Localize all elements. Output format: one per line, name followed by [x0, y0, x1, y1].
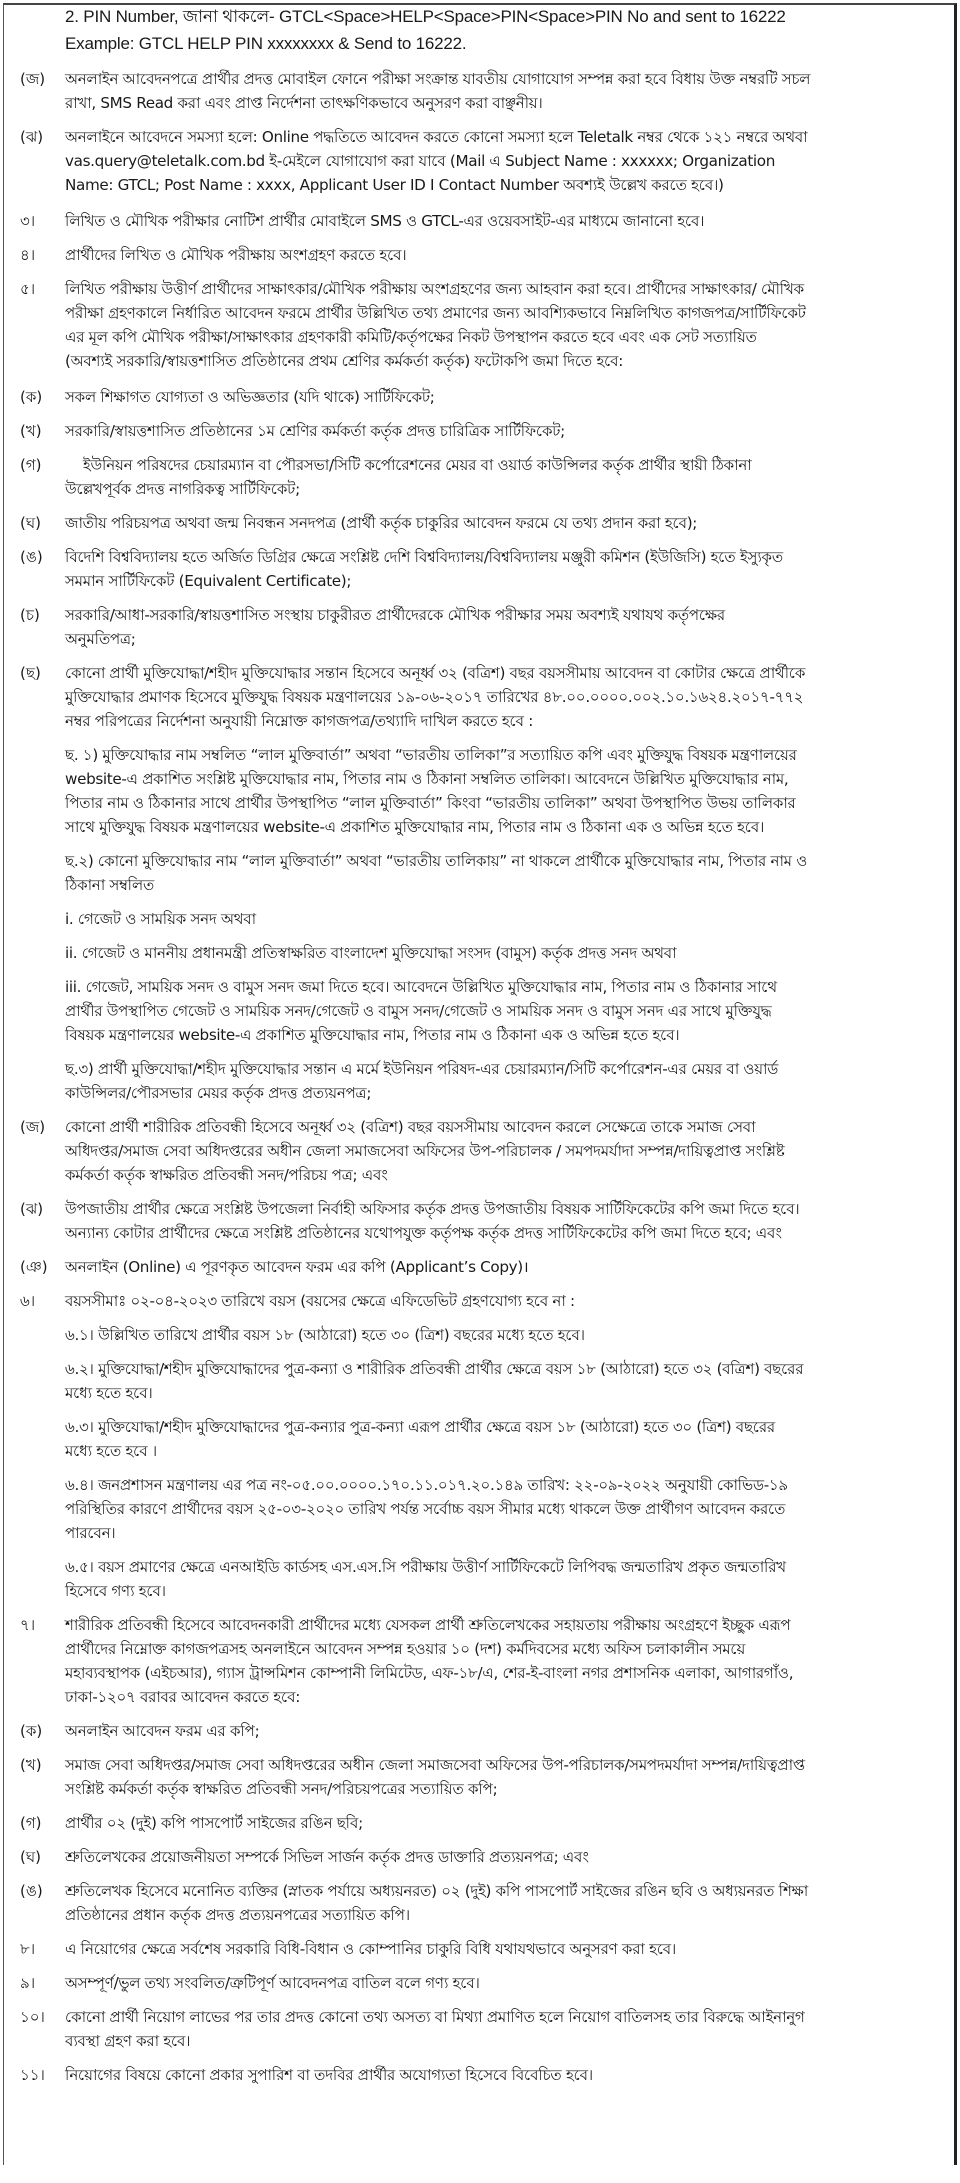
item-label: (ক)	[20, 388, 43, 406]
item-label: (ক)	[20, 1722, 43, 1740]
age-item-text: পারবেন।	[65, 1524, 116, 1542]
sub-item-text: সাথে মুক্তিযুদ্ধ বিষয়ক মন্ত্রণালয়ের website-এ প্রকাশিত মুক্তিযোদ্ধার নাম, পিতার নাম ও ঠিকানা এক ও অভিন্ন হতে হবে।	[65, 818, 765, 836]
item-text: বিদেশি বিশ্ববিদ্যালয় হতে অর্জিত ডিগ্রির ক্ষেত্রে সংশ্লিষ্ট দেশি বিশ্ববিদ্যালয়/বিশ্ববিদ্যালয় মঞ্জুরী কমিশন (ইউজিসি) হতে ইস্যুকৃত	[65, 548, 783, 566]
sub-item-text: ছ.২) কোনো মুক্তিযোদ্ধার নাম “লাল মুক্তিবার্তা” অথবা “ভারতীয় তালিকায়” না থাকলে প্রার্থীকে মুক্তিযোদ্ধার নাম, পিতার নাম ও	[65, 852, 808, 870]
item-text: সকল শিক্ষাগত যোগ্যতা ও অভিজ্ঞতার (যদি থাকে) সার্টিফিকেট;	[65, 388, 435, 406]
age-item-text: মধ্যে হতে হবে।	[65, 1384, 153, 1402]
item-text: শারীরিক প্রতিবন্ধী হিসেবে আবেদনকারী প্রার্থীদের মধ্যে যেসকল প্রার্থী শ্রুতিলেখকের সহায়তায় পরীক্ষায় অংগ্রহণে ইচ্ছুক এরূপ	[65, 1616, 791, 1634]
item-text: অনলাইন (Online) এ পূরণকৃত আবেদন ফরম এর কপি (Applicant’s Copy)।	[65, 1258, 529, 1276]
item-text: পরীক্ষা গ্রহণকালে নির্ধারিত আবেদন ফরমে প্রার্থীর উল্লিখিত তথ্য প্রমাণের জন্য আবশ্যিকভাবে নিম্নলিখিত কাগজপত্র/সার্টিফিকেট	[65, 304, 806, 322]
item-label: ১০।	[20, 2008, 45, 2026]
item-text: ব্যবস্থা গ্রহণ করা হবে।	[65, 2032, 191, 2050]
item-text: কর্মকর্তা কর্তৃক স্বাক্ষরিত প্রতিবন্ধী সনদ/পরিচয় পত্র; এবং	[65, 1166, 388, 1184]
item-label: ৩।	[20, 212, 36, 230]
item-text: ঢাকা-১২০৭ বরাবর আবেদন করতে হবে:	[65, 1688, 301, 1706]
item-text: নিয়োগের বিষয়ে কোনো প্রকার সুপারিশ বা তদবির প্রার্থীর অযোগ্যতা হিসেবে বিবেচিত হবে।	[65, 2066, 593, 2084]
sub-item-text: website-এ প্রকাশিত সংশ্লিষ্ট মুক্তিযোদ্ধার নাম, পিতার নাম ও ঠিকানা সম্বলিত তালিকা। আবেদনে উল্লিখিত মুক্তিযোদ্ধার নাম,	[65, 770, 789, 788]
sub-item-text: i. গেজেট ও সাময়িক সনদ অথবা	[65, 910, 256, 928]
item-text: মুক্তিযোদ্ধার প্রমাণক হিসেবে মুক্তিযুদ্ধ বিষয়ক মন্ত্রণালয়ের ১৯-০৬-২০১৭ তারিখের ৪৮.০০.০০০০.০০২.১০.১৬২৪.২০১৭-৭৭২	[65, 688, 804, 706]
item-text: অধিদপ্তর/সমাজ সেবা অধিদপ্তরের অধীন জেলা সমাজসেবা অফিসের উপ-পরিচালক / সমপদমর্যাদা সম্পন্ন/দায়িত্বপ্রাপ্ত সংশ্লিষ্ট	[65, 1142, 785, 1160]
item-text: লিখিত পরীক্ষায় উত্তীর্ণ প্রার্থীদের সাক্ষাৎকার/মৌখিক পরীক্ষায় অংশগ্রহণের জন্য আহবান করা হবে। প্রার্থীদের সাক্ষাৎকার/ মৌখিক	[65, 280, 804, 298]
item-text: মহাব্যবস্থাপক (এইচআর), গ্যাস ট্রান্সমিশন কোম্পানী লিমিটেড, এফ-১৮/এ, শের-ই-বাংলা নগর প্রশাসনিক এলাকা, আগারগাঁও,	[65, 1664, 794, 1682]
item-label: ৯।	[20, 1974, 36, 1992]
item-label: (খ)	[20, 422, 42, 440]
item-label: (ঘ)	[20, 514, 41, 532]
item-text: প্রতিষ্ঠানের প্রধান কর্তৃক প্রদত্ত প্রত্যয়নপত্রের সত্যায়িত কপি।	[65, 1906, 410, 1924]
item-text: কোনো প্রার্থী নিয়োগ লাভের পর তার প্রদত্ত কোনো তথ্য অসত্য বা মিথ্যা প্রমাণিত হলে নিয়োগ বাতিলসহ তার বিরুদ্ধে আইনানুগ	[65, 2008, 805, 2026]
sub-item-text: কাউন্সিলর/পৌরসভার মেয়র কর্তৃক প্রদত্ত প্রত্যয়নপত্র;	[65, 1084, 372, 1102]
item-label: (ঙ)	[20, 1882, 43, 1900]
item-text: vas.query@teletalk.com.bd ই-মেইলে যোগাযোগ করা যাবে (Mail এ Subject Name : xxxxxx; Organization	[65, 152, 776, 170]
item-text: কোনো প্রার্থী মুক্তিযোদ্ধা/শহীদ মুক্তিযোদ্ধার সন্তান হিসেবে অনূর্ধ্ব ৩২ (বত্রিশ) বছর বয়সসীমায় আবেদন বা কোটার ক্ষেত্রে প্রার্থীকে	[65, 664, 806, 682]
item-text: লিখিত ও মৌখিক পরীক্ষার নোটিশ প্রার্থীর মোবাইলে SMS ও GTCL-এর ওয়েবসাইট-এর মাধ্যমে জানানো হবে।	[65, 212, 705, 230]
item-text: অনুমতিপত্র;	[65, 630, 136, 648]
item-text: উপজাতীয় প্রার্থীর ক্ষেত্রে সংশ্লিষ্ট উপজেলা নির্বাহী অফিসার কর্তৃক প্রদত্ত উপজাতীয় বিষয়ক সার্টিফিকেটের কপি জমা দিতে হবে।	[65, 1200, 800, 1218]
item-text: প্রার্থীদের লিখিত ও মৌখিক পরীক্ষায় অংশগ্রহণ করতে হবে।	[65, 246, 407, 264]
item-label: (জ)	[20, 1118, 46, 1136]
item-text: সমমান সার্টিফিকেট (Equivalent Certificate);	[65, 572, 352, 590]
item-text: নম্বর পরিপত্রের নির্দেশনা অনুযায়ী নিম্নোক্ত কাগজপত্র/তথ্যাদি দাখিল করতে হবে :	[65, 712, 533, 730]
age-item-text: মধ্যে হতে হবে ।	[65, 1442, 157, 1460]
age-item-text: ৬.৫। বয়স প্রমাণের ক্ষেত্রে এনআইডি কার্ডসহ এস.এস.সি পরীক্ষায় উত্তীর্ণ সার্টিফিকেটে লিপিবদ্ধ জন্মতারিখ প্রকৃত জন্মতারিখ	[65, 1558, 786, 1576]
item-text: উল্লেখপূর্বক প্রদত্ত নাগরিকত্ব সার্টিফিকেট;	[65, 480, 300, 498]
item-text: সংশ্লিষ্ট কর্মকর্তা কর্তৃক স্বাক্ষরিত প্রতিবন্ধী সনদ/পরিচয়পত্রের সত্যায়িত কপি;	[65, 1780, 498, 1798]
sub-item-text: ঠিকানা সম্বলিত	[65, 876, 155, 894]
item-text: কোনো প্রার্থী শারীরিক প্রতিবন্ধী হিসেবে অনূর্ধ্ব ৩২ (বত্রিশ) বছর বয়সসীমায় আবেদন করলে সেক্ষেত্রে তাকে সমাজ সেবা	[65, 1118, 756, 1136]
sub-item-text: ii. গেজেট ও মাননীয় প্রধানমন্ত্রী প্রতিস্বাক্ষরিত বাংলাদেশ মুক্তিযোদ্ধা সংসদ (বামুস) কর্তৃক প্রদত্ত সনদ অথবা	[65, 944, 677, 962]
item-text: সরকারি/স্বায়ত্তশাসিত প্রতিষ্ঠানের ১ম শ্রেণির কর্মকর্তা কর্তৃক প্রদত্ত চারিত্রিক সার্টিফিকেট;	[65, 422, 565, 440]
item-text: এর মূল কপি মৌখিক পরীক্ষা/সাক্ষাৎকার গ্রহণকারী কমিটি/কর্তৃপক্ষের নিকট উপস্থাপন করতে হবে এবং এক সেট সত্যায়িত	[65, 328, 757, 346]
age-item-text: পরিস্থিতির কারণে প্রার্থীদের বয়স ২৫-০৩-২০২০ তারিখ পর্যন্ত সর্বোচ্চ বয়স সীমার মধ্যে থাকলে উক্ত প্রার্থীগণ আবেদন করতে	[65, 1500, 786, 1518]
item-label: (খ)	[20, 1756, 42, 1774]
item-text: শ্রুতিলেখকের প্রয়োজনীয়তা সম্পর্কে সিভিল সার্জন কর্তৃক প্রদত্ত ডাক্তারি প্রত্যয়নপত্র; এবং	[65, 1848, 589, 1866]
item-text: সমাজ সেবা অধিদপ্তর/সমাজ সেবা অধিদপ্তরের অধীন জেলা সমাজসেবা অফিসের উপ-পরিচালক/সমপদমর্যাদা সম্পন্ন/দায়িত্বপ্রাপ্ত	[65, 1756, 805, 1774]
item-label: ৫।	[20, 280, 36, 298]
item-label: (ঙ)	[20, 548, 43, 566]
item-label: (চ)	[20, 606, 40, 624]
item-label: (ঝ)	[20, 1200, 44, 1218]
item-text: অন্যান্য কোটার প্রার্থীদের ক্ষেত্রে সংশ্লিষ্ট প্রতিষ্ঠানের যথোপযুক্ত কর্তৃপক্ষ কর্তৃক প্রদত্ত সার্টিফিকেটের কপি জমা দিতে হবে; এবং	[65, 1224, 782, 1242]
sub-item-text: প্রার্থীর উপস্থাপিত গেজেট ও সাময়িক সনদ/গেজেট ও বামুস সনদ/গেজেট ও সাময়িক সনদ ও বামুস সনদ এর সাথে মুক্তিযুদ্ধ	[65, 1002, 772, 1020]
item-text: অনলাইনে আবেদনে সমস্যা হলে: Online পদ্ধতিতে আবেদন করতে কোনো সমস্যা হলে Teletalk নম্বর থেকে ১২১ নম্বরে অথবা	[65, 128, 808, 146]
item-text: শ্রুতিলেখক হিসেবে মনোনিত ব্যক্তির (স্নাতক পর্যায়ে অধ্যয়নরত) ০২ (দুই) কপি পাসপোর্ট সাইজের রঙিন ছবি ও অধ্যয়নরত শিক্ষা	[65, 1882, 808, 1900]
sub-item-text: বিষয়ক মন্ত্রণালয়ের website-এ প্রকাশিত মুক্তিযোদ্ধার নাম, পিতার নাম ও ঠিকানা এক ও অভিন্ন হতে হবে।	[65, 1026, 680, 1044]
age-item-text: হিসেবে গণ্য হবে।	[65, 1582, 166, 1600]
item-label: ৮।	[20, 1940, 36, 1958]
item-text: এ নিয়োগের ক্ষেত্রে সর্বশেষ সরকারি বিধি-বিধান ও কোম্পানির চাকুরি বিধি যথাযথভাবে অনুসরণ করা হবে।	[65, 1940, 676, 1958]
item-label: (ঘ)	[20, 1848, 41, 1866]
age-item-text: ৬.১। উল্লিখিত তারিখে প্রার্থীর বয়স ১৮ (আঠারো) হতে ৩০ (ত্রিশ) বছরের মধ্যে হতে হবে।	[65, 1326, 585, 1344]
item-label: ৬।	[20, 1292, 36, 1310]
item-text: অনলাইন আবেদনপত্রে প্রার্থীর প্রদত্ত মোবাইল ফোনে পরীক্ষা সংক্রান্ত যাবতীয় যোগাযোগ সম্পন্ন করা হবে বিধায় উক্ত নম্বরটি সচল	[65, 70, 811, 88]
item-text: জাতীয় পরিচয়পত্র অথবা জন্ম নিবন্ধন সনদপত্র (প্রার্থী কর্তৃক চাকুরির আবেদন ফরমে যে তথ্য প্রদান করা হবে);	[65, 514, 698, 532]
item-text: ইউনিয়ন পরিষদের চেয়ারম্যান বা পৌরসভা/সিটি কর্পোরেশনের মেয়র বা ওয়ার্ড কাউন্সিলর কর্তৃক প্রার্থীর স্থায়ী ঠিকানা	[65, 456, 752, 474]
item-text: (অবশ্যই সরকারি/স্বায়ত্তশাসিত প্রতিষ্ঠানের প্রথম শ্রেণির কর্মকর্তা কর্তৃক) ফটোকপি জমা দিতে হবে:	[65, 352, 624, 370]
item-label: (ছ)	[20, 664, 41, 682]
age-item-text: ৬.৩। মুক্তিযোদ্ধা/শহীদ মুক্তিযোদ্ধাদের পুত্র-কন্যার পুত্র-কন্যা এরূপ প্রার্থীর ক্ষেত্রে বয়স ১৮ (আঠারো) হতে ৩০ (ত্রিশ) বছরের	[65, 1418, 775, 1436]
sub-item-text: ছ.৩) প্রার্থী মুক্তিযোদ্ধা/শহীদ মুক্তিযোদ্ধার সন্তান এ মর্মে ইউনিয়ন পরিষদ-এর চেয়ারম্যান/সিটি কর্পোরেশন-এর মেয়র বা ওয়ার্ড	[65, 1060, 779, 1078]
item-label: ১১।	[20, 2066, 45, 2084]
age-item-text: ৬.৪। জনপ্রশাসন মন্ত্রণালয় এর পত্র নং-০৫.০০.০০০০.১৭০.১১.০১৭.২০.১৪৯ তারিখ: ২২-০৯-২০২২ অনুযায়ী কোভিড-১৯	[65, 1476, 788, 1494]
item-label: ৭।	[20, 1616, 36, 1634]
item-text: প্রার্থীর ০২ (দুই) কপি পাসপোর্ট সাইজের রঙিন ছবি;	[65, 1814, 363, 1832]
item-label: (জ)	[20, 70, 46, 88]
item-text: সরকারি/আধা-সরকারি/স্বায়ত্তশাসিত সংস্থায় চাকুরীরত প্রার্থীদেরকে মৌখিক পরীক্ষার সময় অবশ্যই যথাযথ কর্তৃপক্ষের	[65, 606, 725, 624]
item-text: প্রার্থীদের নিম্নোক্ত কাগজপত্রসহ অনলাইনে আবেদন সম্পন্ন হওয়ার ১০ (দশ) কর্মদিবসের মধ্যে অফিস চলাকালীন সময়ে	[65, 1640, 746, 1658]
age-item-text: ৬.২। মুক্তিযোদ্ধা/শহীদ মুক্তিযোদ্ধাদের পুত্র-কন্যা ও শারীরিক প্রতিবন্ধী প্রার্থীর ক্ষেত্রে বয়স ১৮ (আঠারো) হতে ৩২ (বত্রিশ) বছরের	[65, 1360, 804, 1378]
item-label: (গ)	[20, 456, 42, 474]
sub-item-text: ছ. ১) মুক্তিযোদ্ধার নাম সম্বলিত “লাল মুক্তিবার্তা” অথবা “ভারতীয় তালিকা”র সত্যায়িত কপি এবং মুক্তিযুদ্ধ বিষয়ক মন্ত্রণালয়ের	[65, 746, 797, 764]
item-text: বয়সসীমাঃ ০২-০৪-২০২৩ তারিখে বয়স (বয়সের ক্ষেত্রে এফিডেভিট গ্রহণযোগ্য হবে না :	[65, 1292, 575, 1310]
item-text: অনলাইন আবেদন ফরম এর কপি;	[65, 1722, 260, 1740]
item-text: অসম্পূর্ণ/ভুল তথ্য সংবলিত/ত্রুটিপূর্ণ আবেদনপত্র বাতিল বলে গণ্য হবে।	[65, 1974, 480, 1992]
item-label: (ঝ)	[20, 128, 44, 146]
item-label: (গ)	[20, 1814, 42, 1832]
item-label: (ঞ)	[20, 1258, 48, 1276]
sub-item-text: পিতার নাম ও ঠিকানার সাথে প্রার্থীর উপস্থাপিত “লাল মুক্তিবার্তা” কিংবা “ভারতীয় তালিকা” অথবা উপস্থাপিত উভয় তালিকার	[65, 794, 796, 812]
sub-item-text: iii. গেজেট, সাময়িক সনদ ও বামুস সনদ জমা দিতে হবে। আবেদনে উল্লিখিত মুক্তিযোদ্ধার নাম, পিতার নাম ও ঠিকানার সাথে	[65, 978, 777, 996]
pin-instruction-line-1: 2. PIN Number, জানা থাকলে- GTCL<Space>HELP<Space>PIN<Space>PIN No and sent to 16222	[65, 7, 786, 26]
item-label: ৪।	[20, 246, 36, 264]
item-text: রাখা, SMS Read করা এবং প্রাপ্ত নির্দেশনা তাৎক্ষণিকভাবে অনুসরণ করা বাঞ্ছনীয়।	[65, 94, 543, 112]
pin-instruction-line-2: Example: GTCL HELP PIN xxxxxxxx & Send to 16222.	[65, 34, 467, 53]
item-text: Name: GTCL; Post Name : xxxx, Applicant User ID I Contact Number অবশ্যই উল্লেখ করতে হবে।)	[65, 176, 724, 194]
